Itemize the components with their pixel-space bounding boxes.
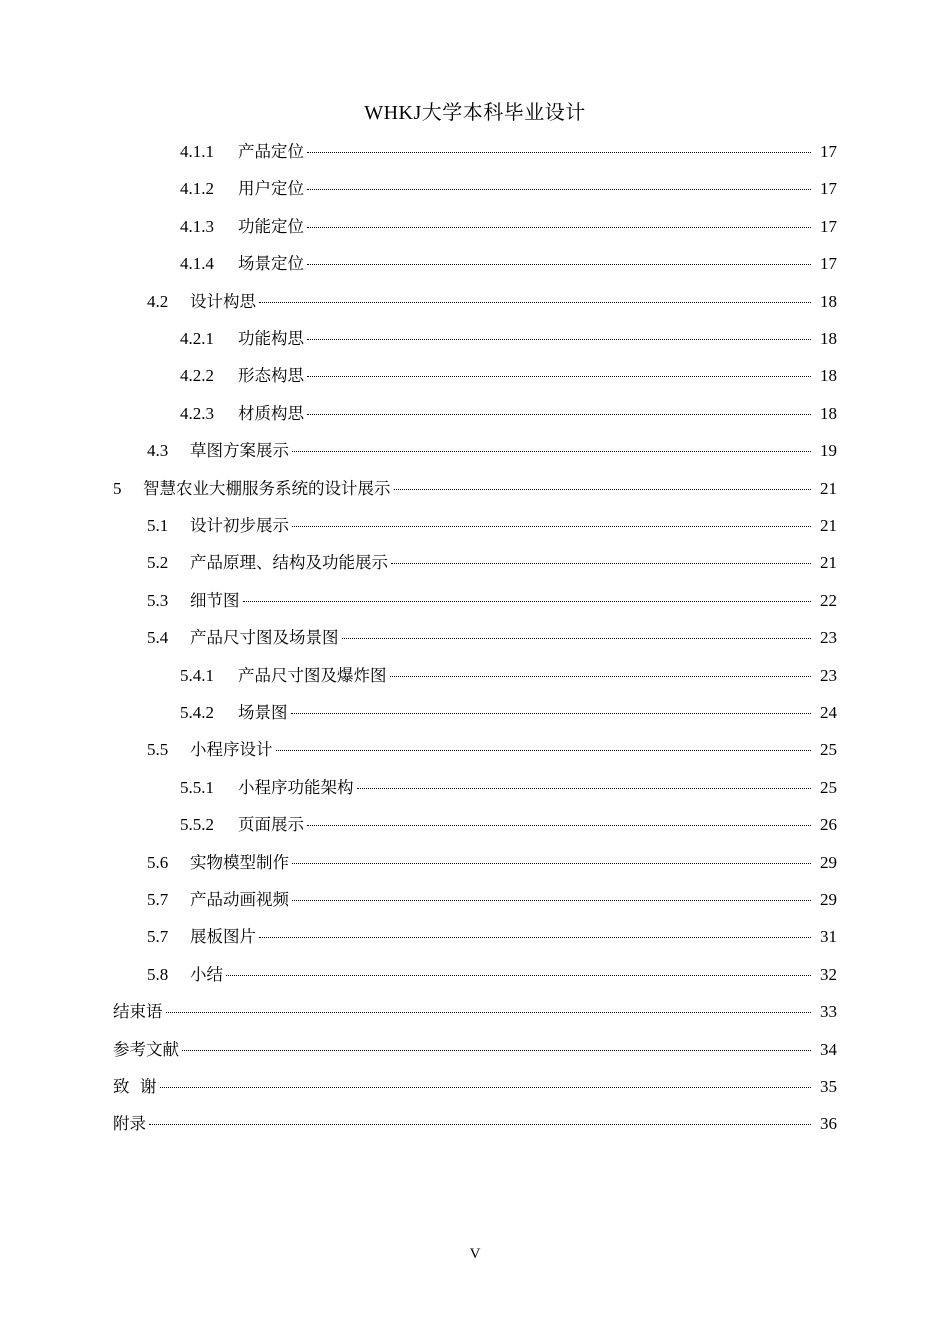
toc-entry-number: 5.7 xyxy=(147,890,169,909)
toc-entry-page: 18 xyxy=(820,291,837,311)
toc-entry-page: 17 xyxy=(820,179,837,199)
toc-dot-leader xyxy=(307,339,811,340)
toc-entry-number: 4.3 xyxy=(147,441,169,461)
toc-entry-page: 24 xyxy=(820,703,837,722)
toc-entry-title: 参考文献 xyxy=(113,1039,179,1059)
toc-entry[interactable] xyxy=(113,1036,837,1073)
toc-entry-title: 功能构思 xyxy=(238,329,304,348)
page-header-title: WHKJ大学本科毕业设计 xyxy=(364,102,586,124)
toc-entry-page: 22 xyxy=(820,590,837,610)
toc-entry-page: 19 xyxy=(820,441,837,461)
toc-entry[interactable] xyxy=(180,400,837,437)
toc-entry-number: 4.1.4 xyxy=(180,254,214,274)
toc-entry-title: 产品动画视频 xyxy=(190,890,289,909)
toc-dot-leader xyxy=(292,526,811,527)
toc-entry-number: 5 xyxy=(113,478,122,498)
toc-entry-number: 5.5.1 xyxy=(180,777,214,797)
toc-entry-title: 场景定位 xyxy=(238,254,304,274)
toc-entry[interactable] xyxy=(147,923,837,960)
toc-entry-page: 33 xyxy=(820,1002,837,1022)
toc-entry-title: 智慧农业大棚服务系统的设计展示 xyxy=(143,478,391,498)
toc-entry[interactable] xyxy=(180,250,837,287)
toc-entry-page: 34 xyxy=(820,1039,837,1059)
toc-dot-leader xyxy=(226,975,811,976)
toc-entry-title: 设计初步展示 xyxy=(190,516,289,535)
toc-entry-page: 18 xyxy=(820,329,837,348)
toc-dot-leader xyxy=(307,264,811,265)
toc-entry-title: 致 谢 xyxy=(113,1077,157,1096)
toc-entry-page: 17 xyxy=(820,216,837,236)
toc-entry[interactable] xyxy=(147,512,837,549)
toc-dot-leader xyxy=(307,189,811,190)
toc-entry-title: 结束语 xyxy=(113,1002,163,1022)
toc-dot-leader xyxy=(342,638,812,639)
toc-dot-leader xyxy=(394,489,812,490)
toc-dot-leader xyxy=(276,750,812,751)
toc-dot-leader xyxy=(160,1087,812,1088)
toc-entry[interactable] xyxy=(147,624,837,661)
toc-entry[interactable] xyxy=(180,362,837,399)
toc-entry[interactable] xyxy=(180,811,837,848)
toc-entry-page: 23 xyxy=(820,665,837,685)
toc-dot-leader xyxy=(307,227,811,228)
toc-entry-page: 17 xyxy=(820,254,837,274)
toc-entry-page: 21 xyxy=(820,478,837,498)
toc-entry-page: 32 xyxy=(820,964,837,984)
toc-dot-leader xyxy=(390,676,812,677)
toc-entry-number: 4.2.3 xyxy=(180,403,214,423)
toc-entry-title: 页面展示 xyxy=(238,815,304,835)
toc-entry[interactable] xyxy=(147,587,837,624)
toc-entry-page: 23 xyxy=(820,628,837,648)
toc-dot-leader xyxy=(391,563,811,564)
toc-dot-leader xyxy=(307,152,811,153)
toc-entry-title: 材质构思 xyxy=(238,403,304,423)
toc-entry-page: 31 xyxy=(820,927,837,947)
toc-dot-leader xyxy=(292,451,811,452)
toc-entry-title: 产品尺寸图及爆炸图 xyxy=(238,665,387,685)
toc-entry-title: 场景图 xyxy=(238,703,288,722)
toc-entry[interactable] xyxy=(147,437,837,474)
toc-entry-number: 4.1.2 xyxy=(180,179,214,199)
toc-entry-title: 细节图 xyxy=(190,590,240,610)
toc-entry-page: 21 xyxy=(820,516,837,535)
toc-dot-leader xyxy=(307,825,811,826)
toc-dot-leader xyxy=(292,863,811,864)
toc-dot-leader xyxy=(259,302,811,303)
toc-entry-page: 18 xyxy=(820,403,837,423)
toc-entry-number: 4.2 xyxy=(147,291,169,311)
toc-entry-page: 26 xyxy=(820,815,837,835)
toc-entry-title: 实物模型制作 xyxy=(190,852,289,872)
toc-entry[interactable] xyxy=(113,998,837,1035)
toc-entry-title: 小结 xyxy=(190,964,223,984)
toc-entry-number: 5.5 xyxy=(147,740,169,760)
toc-entry-page: 25 xyxy=(820,740,837,760)
toc-entry-page: 36 xyxy=(820,1114,837,1134)
toc-dot-leader xyxy=(307,376,811,377)
toc-entry-number: 5.1 xyxy=(147,516,169,535)
toc-entry-title: 设计构思 xyxy=(190,291,256,311)
toc-entry-number: 4.1.3 xyxy=(180,216,214,236)
toc-entry-title: 用户定位 xyxy=(238,179,304,199)
toc-entry[interactable] xyxy=(180,325,837,362)
toc-entry-number: 5.4.1 xyxy=(180,665,214,685)
toc-entry-page: 21 xyxy=(820,553,837,573)
toc-entry-page: 29 xyxy=(820,890,837,909)
toc-entry-number: 4.1.1 xyxy=(180,142,214,161)
toc-entry[interactable] xyxy=(147,736,837,773)
toc-entry[interactable] xyxy=(180,699,837,736)
toc-entry[interactable] xyxy=(147,961,837,998)
toc-dot-leader xyxy=(307,414,811,415)
toc-entry[interactable] xyxy=(147,288,837,325)
toc-entry-title: 功能定位 xyxy=(238,216,304,236)
toc-entry[interactable] xyxy=(180,175,837,212)
toc-dot-leader xyxy=(292,900,811,901)
toc-entry-title: 形态构思 xyxy=(238,366,304,386)
toc-entry-page: 18 xyxy=(820,366,837,386)
toc-entry-number: 5.5.2 xyxy=(180,815,214,835)
toc-entry-title: 小程序功能架构 xyxy=(238,777,354,797)
toc-entry[interactable] xyxy=(180,774,837,811)
toc-entry[interactable] xyxy=(180,662,837,699)
toc-entry[interactable] xyxy=(180,138,837,175)
toc-dot-leader xyxy=(259,937,811,938)
toc-entry-page: 35 xyxy=(820,1077,837,1096)
toc-dot-leader xyxy=(149,1124,811,1125)
toc-entry-title: 产品原理、结构及功能展示 xyxy=(190,553,388,573)
toc-entry[interactable] xyxy=(147,849,837,886)
toc-entry-title: 产品尺寸图及场景图 xyxy=(190,628,339,648)
toc-entry-page: 17 xyxy=(820,142,837,161)
toc-dot-leader xyxy=(243,601,812,602)
toc-entry-title: 展板图片 xyxy=(190,927,256,947)
toc-entry-title: 附录 xyxy=(113,1114,146,1134)
toc-entry-number: 5.4.2 xyxy=(180,703,214,722)
page-number: V xyxy=(469,1246,481,1262)
toc-entry-number: 4.2.2 xyxy=(180,366,214,386)
toc-dot-leader xyxy=(357,788,812,789)
toc-entry[interactable] xyxy=(113,1110,837,1147)
toc-dot-leader xyxy=(182,1050,811,1051)
toc-entry-number: 5.2 xyxy=(147,553,169,573)
toc-entry-title: 小程序设计 xyxy=(190,740,273,760)
toc-entry-number: 5.6 xyxy=(147,852,169,872)
toc-entry-page: 29 xyxy=(820,852,837,872)
toc-entry[interactable] xyxy=(113,1073,837,1110)
toc-entry-page: 25 xyxy=(820,777,837,797)
toc-entry-number: 5.7 xyxy=(147,927,169,947)
toc-entry[interactable] xyxy=(147,549,837,586)
toc-entry[interactable] xyxy=(180,213,837,250)
toc-entry-number: 5.4 xyxy=(147,628,169,648)
toc-entry-number: 5.8 xyxy=(147,964,169,984)
toc-dot-leader xyxy=(166,1012,812,1013)
toc-entry[interactable] xyxy=(113,475,837,512)
toc-entry-number: 4.2.1 xyxy=(180,329,214,348)
toc-entry-title: 草图方案展示 xyxy=(190,441,289,461)
toc-dot-leader xyxy=(291,713,812,714)
toc-entry-number: 5.3 xyxy=(147,590,169,610)
toc-entry[interactable] xyxy=(147,886,837,923)
toc-entry-title: 产品定位 xyxy=(238,142,304,161)
